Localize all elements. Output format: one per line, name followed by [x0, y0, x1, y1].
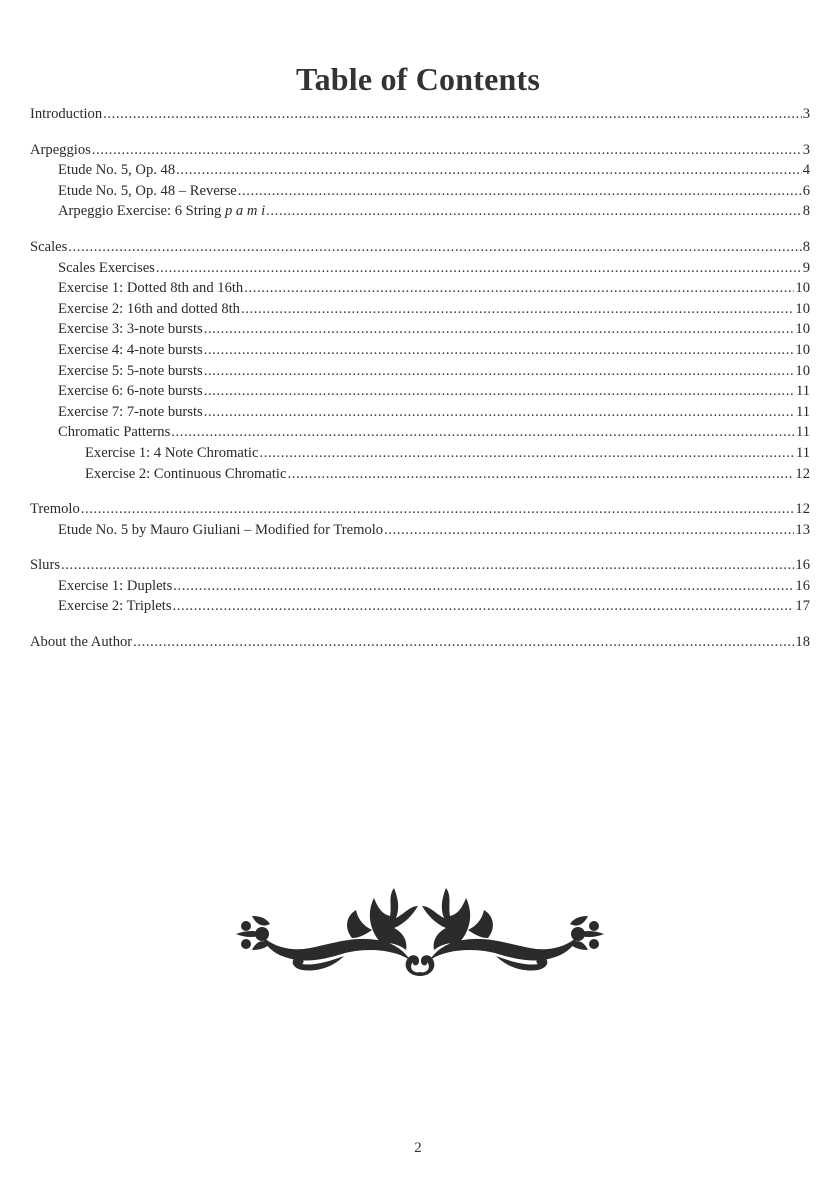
- dot-leader: [171, 422, 795, 443]
- toc-subentry: [30, 299, 810, 320]
- dot-leader: [241, 299, 794, 320]
- toc-entry-label: About the Author: [30, 634, 133, 651]
- toc-section-entry: [30, 237, 810, 258]
- toc-entry-label: Introduction: [30, 106, 103, 122]
- dot-leader: [204, 340, 795, 361]
- toc-entry-page: 11: [795, 424, 810, 441]
- toc-entry-label: Exercise 3: 3-note bursts: [58, 321, 203, 338]
- toc-subentry: [30, 361, 810, 382]
- dot-leader: [287, 464, 794, 485]
- dot-leader: [103, 104, 802, 125]
- toc-section: [30, 555, 810, 617]
- toc-entry-label: Arpeggios: [30, 141, 91, 158]
- toc-entry-page: 3: [802, 141, 810, 158]
- toc-subentry: [30, 201, 810, 222]
- toc-entry-page: 3: [802, 106, 810, 122]
- toc-entry-label: Exercise 2: Continuous Chromatic: [85, 465, 287, 482]
- toc-subentry: [30, 464, 810, 485]
- toc-entry-label: Exercise 4: 4-note bursts: [58, 341, 203, 358]
- toc-entry-label: Exercise 2: 16th and dotted 8th: [58, 300, 240, 317]
- toc-subentry: [30, 258, 810, 279]
- toc-section-entry: [30, 632, 810, 653]
- toc-section-entry: [30, 104, 810, 125]
- toc-entry-label: Exercise 2: Triplets: [58, 598, 172, 615]
- toc-entry-page: 8: [802, 238, 810, 255]
- toc-entry-page: 9: [802, 259, 810, 276]
- toc-subentry: [30, 576, 810, 597]
- toc-section-entry: [30, 555, 810, 576]
- toc-entry-page: 10: [795, 362, 810, 379]
- toc-entry-label: Etude No. 5 by Mauro Giuliani – Modified for Tremolo: [58, 521, 384, 538]
- toc-entry-label: Scales: [30, 238, 68, 255]
- toc-subentry: [30, 181, 810, 202]
- toc-entry-page: 12: [795, 465, 810, 482]
- toc-entry-page: 17: [795, 598, 810, 615]
- toc-subentry: [30, 160, 810, 181]
- dot-leader: [133, 632, 794, 653]
- toc-subentry: [30, 319, 810, 340]
- dot-leader: [259, 443, 794, 464]
- dot-leader: [204, 361, 795, 382]
- toc-entry-page: 4: [802, 162, 810, 179]
- page-number: 2: [414, 1140, 422, 1156]
- dot-leader: [266, 201, 802, 222]
- toc-entry-page: 11: [795, 444, 810, 461]
- toc-section: [30, 140, 810, 222]
- toc-entry-label: Exercise 1: 4 Note Chromatic: [85, 444, 259, 461]
- toc-entry-label: Etude No. 5, Op. 48: [58, 162, 176, 179]
- toc-entry-label: Etude No. 5, Op. 48 – Reverse: [58, 182, 237, 199]
- toc-subentry: [30, 340, 810, 361]
- dot-leader: [61, 555, 794, 576]
- toc-section: [30, 499, 810, 540]
- toc-subentry: [30, 278, 810, 299]
- toc-entry-page: 8: [802, 203, 810, 220]
- toc-entry-label: Exercise 7: 7-note bursts: [58, 403, 203, 420]
- toc-section: [30, 104, 810, 125]
- dot-leader: [173, 576, 794, 597]
- dot-leader: [92, 140, 802, 161]
- toc-entry-page: 10: [795, 280, 810, 297]
- toc-entry-page: 18: [795, 634, 810, 651]
- dot-leader: [156, 258, 802, 279]
- toc-entry-label: Scales Exercises: [58, 259, 155, 276]
- toc-entry-page: 11: [795, 383, 810, 400]
- toc-subentry: [30, 381, 810, 402]
- dot-leader: [204, 319, 795, 340]
- toc-section-entry: [30, 140, 810, 161]
- toc-entry-label: Exercise 1: Duplets: [58, 577, 173, 594]
- toc-subentry: [30, 596, 810, 617]
- toc-entry-page: 6: [802, 182, 810, 199]
- dot-leader: [244, 278, 794, 299]
- dot-leader: [204, 381, 795, 402]
- toc-entry-label: Chromatic Patterns: [58, 424, 171, 441]
- toc-entry-label: Exercise 5: 5-note bursts: [58, 362, 203, 379]
- toc-subentry: [30, 402, 810, 423]
- dot-leader: [68, 237, 801, 258]
- toc-entry-label: Arpeggio Exercise: 6 String p a m i: [58, 203, 266, 220]
- toc-entry-page: 16: [795, 577, 810, 594]
- toc-subentry: [30, 422, 810, 443]
- floral-ornament-icon: [232, 884, 608, 984]
- toc-section: [30, 632, 810, 653]
- table-of-contents: [30, 104, 810, 668]
- toc-entry-label: Exercise 1: Dotted 8th and 16th: [58, 280, 244, 297]
- toc-entry-page: 13: [795, 521, 810, 538]
- dot-leader: [238, 181, 802, 202]
- toc-entry-label: Tremolo: [30, 501, 80, 518]
- toc-entry-label: Exercise 6: 6-note bursts: [58, 383, 203, 400]
- dot-leader: [384, 520, 794, 541]
- toc-entry-page: 16: [795, 557, 810, 574]
- toc-entry-page: 10: [795, 321, 810, 338]
- toc-subentry: [30, 520, 810, 541]
- page-title: Table of Contents: [295, 61, 541, 98]
- toc-section-entry: [30, 499, 810, 520]
- toc-entry-italic: p a m i: [224, 203, 266, 220]
- toc-entry-page: 10: [795, 300, 810, 317]
- toc-entry-page: 10: [795, 341, 810, 358]
- toc-entry-page: 12: [795, 501, 810, 518]
- toc-subentry: [30, 443, 810, 464]
- toc-entry-page: 11: [795, 403, 810, 420]
- dot-leader: [204, 402, 795, 423]
- toc-entry-label: Slurs: [30, 557, 61, 574]
- dot-leader: [81, 499, 795, 520]
- dot-leader: [176, 160, 802, 181]
- toc-section: [30, 237, 810, 484]
- dot-leader: [173, 596, 795, 617]
